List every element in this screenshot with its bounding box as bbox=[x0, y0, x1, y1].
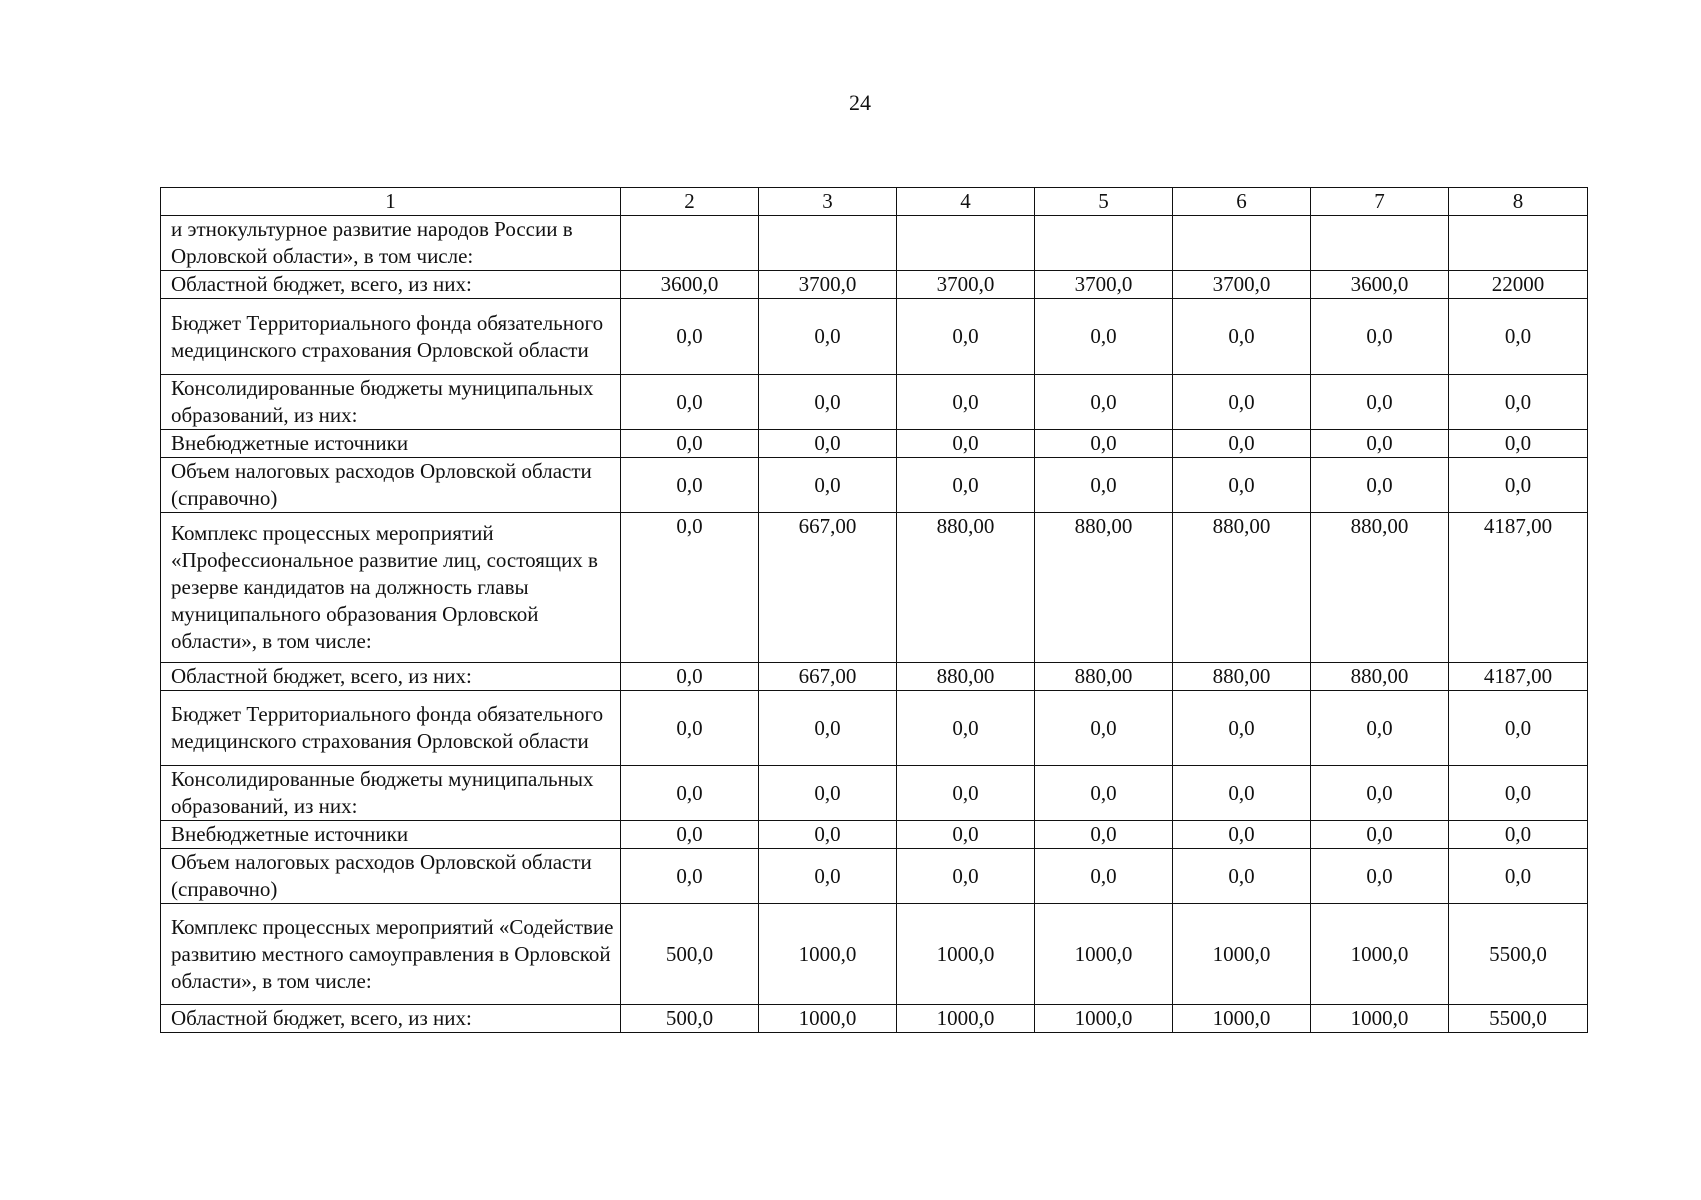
value-cell: 0,0 bbox=[1311, 299, 1449, 375]
value-cell: 0,0 bbox=[759, 458, 897, 513]
value-cell: 22000 bbox=[1449, 271, 1588, 299]
table-row bbox=[161, 691, 1588, 766]
row-label: Комплекс процессных мероприятий «Профессиональное развитие лиц, состоящих в резерве кандидатов на должность главы муниципального образования Орловской области», в том числе: bbox=[161, 513, 621, 663]
table-row bbox=[161, 216, 1588, 271]
value-cell: 880,00 bbox=[897, 663, 1035, 691]
value-cell: 0,0 bbox=[1449, 766, 1588, 821]
value-cell: 0,0 bbox=[1035, 430, 1173, 458]
value-cell: 1000,0 bbox=[897, 1005, 1035, 1033]
row-label: Областной бюджет, всего, из них: bbox=[161, 271, 621, 299]
value-cell: 0,0 bbox=[759, 766, 897, 821]
value-cell: 0,0 bbox=[897, 821, 1035, 849]
value-cell bbox=[621, 216, 759, 271]
table-row bbox=[161, 299, 1588, 375]
table-row bbox=[161, 766, 1588, 821]
table-row bbox=[161, 430, 1588, 458]
value-cell: 4187,00 bbox=[1449, 513, 1588, 663]
value-cell: 0,0 bbox=[759, 691, 897, 766]
value-cell: 0,0 bbox=[1173, 430, 1311, 458]
value-cell: 0,0 bbox=[621, 766, 759, 821]
value-cell: 500,0 bbox=[621, 904, 759, 1005]
value-cell: 0,0 bbox=[621, 430, 759, 458]
column-number: 2 bbox=[621, 188, 759, 216]
row-label: и этнокультурное развитие народов России в Орловской области», в том числе: bbox=[161, 216, 621, 271]
value-cell bbox=[759, 216, 897, 271]
value-cell: 500,0 bbox=[621, 1005, 759, 1033]
value-cell: 0,0 bbox=[1035, 691, 1173, 766]
row-label: Внебюджетные источники bbox=[161, 430, 621, 458]
value-cell: 0,0 bbox=[1173, 458, 1311, 513]
row-label: Бюджет Территориального фонда обязательного медицинского страхования Орловской области bbox=[161, 299, 621, 375]
column-number-row bbox=[161, 188, 1588, 216]
column-number: 3 bbox=[759, 188, 897, 216]
table-row bbox=[161, 1005, 1588, 1033]
value-cell: 3600,0 bbox=[621, 271, 759, 299]
value-cell: 0,0 bbox=[897, 766, 1035, 821]
value-cell: 0,0 bbox=[621, 663, 759, 691]
value-cell: 880,00 bbox=[897, 513, 1035, 663]
value-cell: 0,0 bbox=[1035, 375, 1173, 430]
row-label: Консолидированные бюджеты муниципальных образований, из них: bbox=[161, 766, 621, 821]
value-cell: 1000,0 bbox=[1035, 1005, 1173, 1033]
value-cell: 3700,0 bbox=[1173, 271, 1311, 299]
value-cell: 1000,0 bbox=[759, 904, 897, 1005]
value-cell: 880,00 bbox=[1035, 663, 1173, 691]
value-cell: 0,0 bbox=[897, 299, 1035, 375]
column-number: 5 bbox=[1035, 188, 1173, 216]
value-cell: 0,0 bbox=[1173, 821, 1311, 849]
value-cell: 4187,00 bbox=[1449, 663, 1588, 691]
value-cell: 0,0 bbox=[1173, 849, 1311, 904]
value-cell: 0,0 bbox=[1449, 299, 1588, 375]
budget-table bbox=[160, 187, 1588, 1033]
value-cell: 0,0 bbox=[621, 513, 759, 663]
value-cell: 0,0 bbox=[1311, 849, 1449, 904]
value-cell: 0,0 bbox=[1449, 458, 1588, 513]
value-cell: 1000,0 bbox=[1173, 1005, 1311, 1033]
value-cell: 1000,0 bbox=[759, 1005, 897, 1033]
value-cell: 0,0 bbox=[897, 849, 1035, 904]
value-cell: 0,0 bbox=[1035, 821, 1173, 849]
value-cell: 0,0 bbox=[1449, 849, 1588, 904]
value-cell: 880,00 bbox=[1173, 513, 1311, 663]
column-number: 8 bbox=[1449, 188, 1588, 216]
value-cell: 0,0 bbox=[897, 691, 1035, 766]
value-cell: 0,0 bbox=[759, 430, 897, 458]
column-number: 4 bbox=[897, 188, 1035, 216]
page-number: 24 bbox=[849, 90, 871, 115]
value-cell: 0,0 bbox=[1173, 299, 1311, 375]
value-cell: 0,0 bbox=[897, 458, 1035, 513]
value-cell: 1000,0 bbox=[1173, 904, 1311, 1005]
value-cell: 0,0 bbox=[1173, 766, 1311, 821]
column-number: 6 bbox=[1173, 188, 1311, 216]
value-cell: 1000,0 bbox=[1311, 1005, 1449, 1033]
value-cell: 880,00 bbox=[1311, 513, 1449, 663]
value-cell: 0,0 bbox=[759, 299, 897, 375]
row-label: Внебюджетные источники bbox=[161, 821, 621, 849]
value-cell: 1000,0 bbox=[897, 904, 1035, 1005]
value-cell: 0,0 bbox=[1311, 430, 1449, 458]
row-label: Консолидированные бюджеты муниципальных образований, из них: bbox=[161, 375, 621, 430]
value-cell: 0,0 bbox=[621, 849, 759, 904]
value-cell bbox=[1035, 216, 1173, 271]
value-cell: 0,0 bbox=[1449, 821, 1588, 849]
value-cell: 3700,0 bbox=[897, 271, 1035, 299]
row-label: Областной бюджет, всего, из них: bbox=[161, 663, 621, 691]
value-cell bbox=[897, 216, 1035, 271]
value-cell: 0,0 bbox=[1173, 375, 1311, 430]
table-row bbox=[161, 821, 1588, 849]
value-cell: 0,0 bbox=[759, 849, 897, 904]
value-cell: 880,00 bbox=[1035, 513, 1173, 663]
table-row bbox=[161, 904, 1588, 1005]
table-row bbox=[161, 271, 1588, 299]
row-label: Объем налоговых расходов Орловской области (справочно) bbox=[161, 458, 621, 513]
value-cell: 3700,0 bbox=[1035, 271, 1173, 299]
row-label: Бюджет Территориального фонда обязательного медицинского страхования Орловской области bbox=[161, 691, 621, 766]
value-cell: 0,0 bbox=[621, 299, 759, 375]
value-cell: 0,0 bbox=[621, 375, 759, 430]
value-cell: 1000,0 bbox=[1311, 904, 1449, 1005]
value-cell bbox=[1311, 216, 1449, 271]
value-cell: 1000,0 bbox=[1035, 904, 1173, 1005]
value-cell: 0,0 bbox=[897, 430, 1035, 458]
value-cell: 0,0 bbox=[621, 691, 759, 766]
table-row bbox=[161, 375, 1588, 430]
value-cell: 0,0 bbox=[759, 375, 897, 430]
table-row bbox=[161, 458, 1588, 513]
value-cell: 880,00 bbox=[1173, 663, 1311, 691]
value-cell: 0,0 bbox=[1035, 849, 1173, 904]
column-number: 7 bbox=[1311, 188, 1449, 216]
value-cell: 0,0 bbox=[1035, 766, 1173, 821]
value-cell: 0,0 bbox=[897, 375, 1035, 430]
row-label: Областной бюджет, всего, из них: bbox=[161, 1005, 621, 1033]
table-row bbox=[161, 513, 1588, 663]
value-cell: 0,0 bbox=[1173, 691, 1311, 766]
table-row bbox=[161, 663, 1588, 691]
column-number: 1 bbox=[161, 188, 621, 216]
value-cell: 880,00 bbox=[1311, 663, 1449, 691]
value-cell: 667,00 bbox=[759, 513, 897, 663]
value-cell: 5500,0 bbox=[1449, 904, 1588, 1005]
value-cell: 0,0 bbox=[1311, 691, 1449, 766]
value-cell bbox=[1173, 216, 1311, 271]
value-cell: 0,0 bbox=[621, 821, 759, 849]
value-cell: 0,0 bbox=[759, 821, 897, 849]
value-cell: 0,0 bbox=[1035, 458, 1173, 513]
value-cell: 5500,0 bbox=[1449, 1005, 1588, 1033]
value-cell: 3600,0 bbox=[1311, 271, 1449, 299]
value-cell: 0,0 bbox=[1449, 375, 1588, 430]
value-cell: 0,0 bbox=[621, 458, 759, 513]
row-label: Комплекс процессных мероприятий «Содействие развитию местного самоуправления в Орловской области», в том числе: bbox=[161, 904, 621, 1005]
value-cell: 0,0 bbox=[1311, 375, 1449, 430]
value-cell bbox=[1449, 216, 1588, 271]
value-cell: 667,00 bbox=[759, 663, 897, 691]
value-cell: 0,0 bbox=[1449, 691, 1588, 766]
value-cell: 0,0 bbox=[1311, 458, 1449, 513]
value-cell: 0,0 bbox=[1449, 430, 1588, 458]
value-cell: 3700,0 bbox=[759, 271, 897, 299]
value-cell: 0,0 bbox=[1311, 821, 1449, 849]
value-cell: 0,0 bbox=[1311, 766, 1449, 821]
table-row bbox=[161, 849, 1588, 904]
row-label: Объем налоговых расходов Орловской области (справочно) bbox=[161, 849, 621, 904]
value-cell: 0,0 bbox=[1035, 299, 1173, 375]
